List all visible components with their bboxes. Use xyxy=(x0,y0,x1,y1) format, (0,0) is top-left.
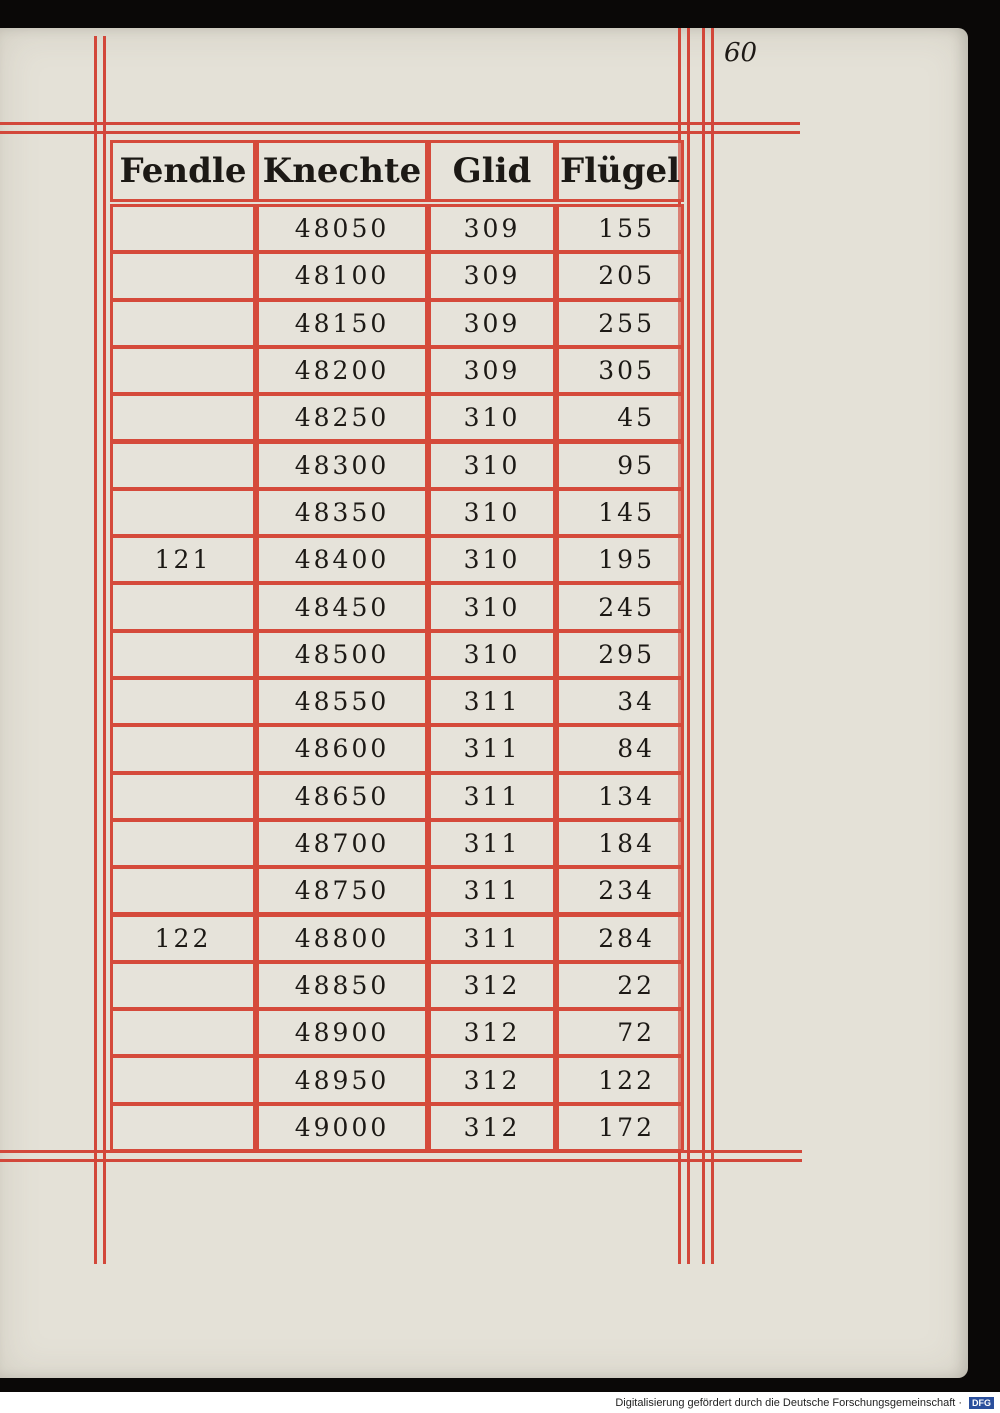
cell-glid: 311 xyxy=(428,724,556,773)
cell-fluegel: 255 xyxy=(556,299,684,348)
cell-fluegel: 195 xyxy=(556,535,684,584)
cell-fendle xyxy=(110,1103,256,1152)
cell-fendle xyxy=(110,630,256,679)
cell-fluegel: 155 xyxy=(556,204,684,253)
cell-fluegel: 234 xyxy=(556,866,684,915)
cell-glid: 310 xyxy=(428,535,556,584)
cell-fendle xyxy=(110,961,256,1010)
page-number: 60 xyxy=(724,38,758,68)
left-rule xyxy=(94,36,106,1264)
cell-fendle xyxy=(110,393,256,442)
cell-glid: 311 xyxy=(428,772,556,821)
header-fluegel: Flügel xyxy=(556,140,684,202)
cell-fendle xyxy=(110,772,256,821)
cell-glid: 311 xyxy=(428,914,556,963)
cell-knechte: 48950 xyxy=(256,1055,428,1104)
cell-fluegel: 184 xyxy=(556,819,684,868)
cell-knechte: 48700 xyxy=(256,819,428,868)
cell-fendle xyxy=(110,299,256,348)
cell-glid: 310 xyxy=(428,393,556,442)
cell-knechte: 48250 xyxy=(256,393,428,442)
cell-knechte: 48900 xyxy=(256,1008,428,1057)
cell-fluegel: 172 xyxy=(556,1103,684,1152)
cell-knechte: 48850 xyxy=(256,961,428,1010)
cell-glid: 312 xyxy=(428,1055,556,1104)
cell-fluegel: 45 xyxy=(556,393,684,442)
cell-fluegel: 305 xyxy=(556,346,684,395)
cell-knechte: 49000 xyxy=(256,1103,428,1152)
cell-fendle: 121 xyxy=(110,535,256,584)
footer-text: Digitalisierung gefördert durch die Deutsche Forschungsgemeinschaft xyxy=(615,1396,956,1409)
cell-fendle xyxy=(110,488,256,537)
cell-fendle xyxy=(110,866,256,915)
cell-fendle xyxy=(110,819,256,868)
cell-knechte: 48300 xyxy=(256,441,428,490)
dfg-logo: DFG xyxy=(969,1397,994,1409)
cell-fluegel: 84 xyxy=(556,724,684,773)
cell-fendle xyxy=(110,1008,256,1057)
cell-knechte: 48650 xyxy=(256,772,428,821)
cell-glid: 312 xyxy=(428,961,556,1010)
cell-knechte: 48500 xyxy=(256,630,428,679)
cell-fluegel: 205 xyxy=(556,251,684,300)
cell-glid: 312 xyxy=(428,1008,556,1057)
cell-knechte: 48550 xyxy=(256,677,428,726)
cell-fluegel: 34 xyxy=(556,677,684,726)
cell-glid: 310 xyxy=(428,582,556,631)
cell-fluegel: 284 xyxy=(556,914,684,963)
cell-glid: 309 xyxy=(428,346,556,395)
header-fendle: Fendle xyxy=(110,140,256,202)
cell-knechte: 48450 xyxy=(256,582,428,631)
cell-fendle xyxy=(110,582,256,631)
cell-knechte: 48400 xyxy=(256,535,428,584)
cell-fendle xyxy=(110,346,256,395)
cell-knechte: 48750 xyxy=(256,866,428,915)
cell-glid: 311 xyxy=(428,819,556,868)
cell-glid: 311 xyxy=(428,677,556,726)
cell-glid: 310 xyxy=(428,488,556,537)
cell-glid: 310 xyxy=(428,441,556,490)
cell-glid: 309 xyxy=(428,204,556,253)
cell-fendle xyxy=(110,441,256,490)
cell-fluegel: 245 xyxy=(556,582,684,631)
cell-fluegel: 145 xyxy=(556,488,684,537)
footer xyxy=(0,1392,1000,1413)
cell-glid: 309 xyxy=(428,251,556,300)
cell-knechte: 48100 xyxy=(256,251,428,300)
cell-glid: 311 xyxy=(428,866,556,915)
cell-fendle xyxy=(110,724,256,773)
cell-knechte: 48150 xyxy=(256,299,428,348)
cell-fendle xyxy=(110,204,256,253)
cell-knechte: 48600 xyxy=(256,724,428,773)
cell-fluegel: 134 xyxy=(556,772,684,821)
cell-fendle xyxy=(110,251,256,300)
right-rule-outer xyxy=(702,28,714,1264)
cell-fluegel: 122 xyxy=(556,1055,684,1104)
cell-knechte: 48350 xyxy=(256,488,428,537)
cell-fendle: 122 xyxy=(110,914,256,963)
cell-fluegel: 72 xyxy=(556,1008,684,1057)
cell-glid: 309 xyxy=(428,299,556,348)
cell-knechte: 48200 xyxy=(256,346,428,395)
cell-fluegel: 95 xyxy=(556,441,684,490)
cell-knechte: 48050 xyxy=(256,204,428,253)
cell-fluegel: 22 xyxy=(556,961,684,1010)
header-knechte: Knechte xyxy=(256,140,428,202)
cell-fluegel: 295 xyxy=(556,630,684,679)
cell-knechte: 48800 xyxy=(256,914,428,963)
cell-fendle xyxy=(110,677,256,726)
cell-glid: 312 xyxy=(428,1103,556,1152)
cell-fendle xyxy=(110,1055,256,1104)
header-glid: Glid xyxy=(428,140,556,202)
footer-separator: · xyxy=(958,1396,962,1409)
cell-glid: 310 xyxy=(428,630,556,679)
